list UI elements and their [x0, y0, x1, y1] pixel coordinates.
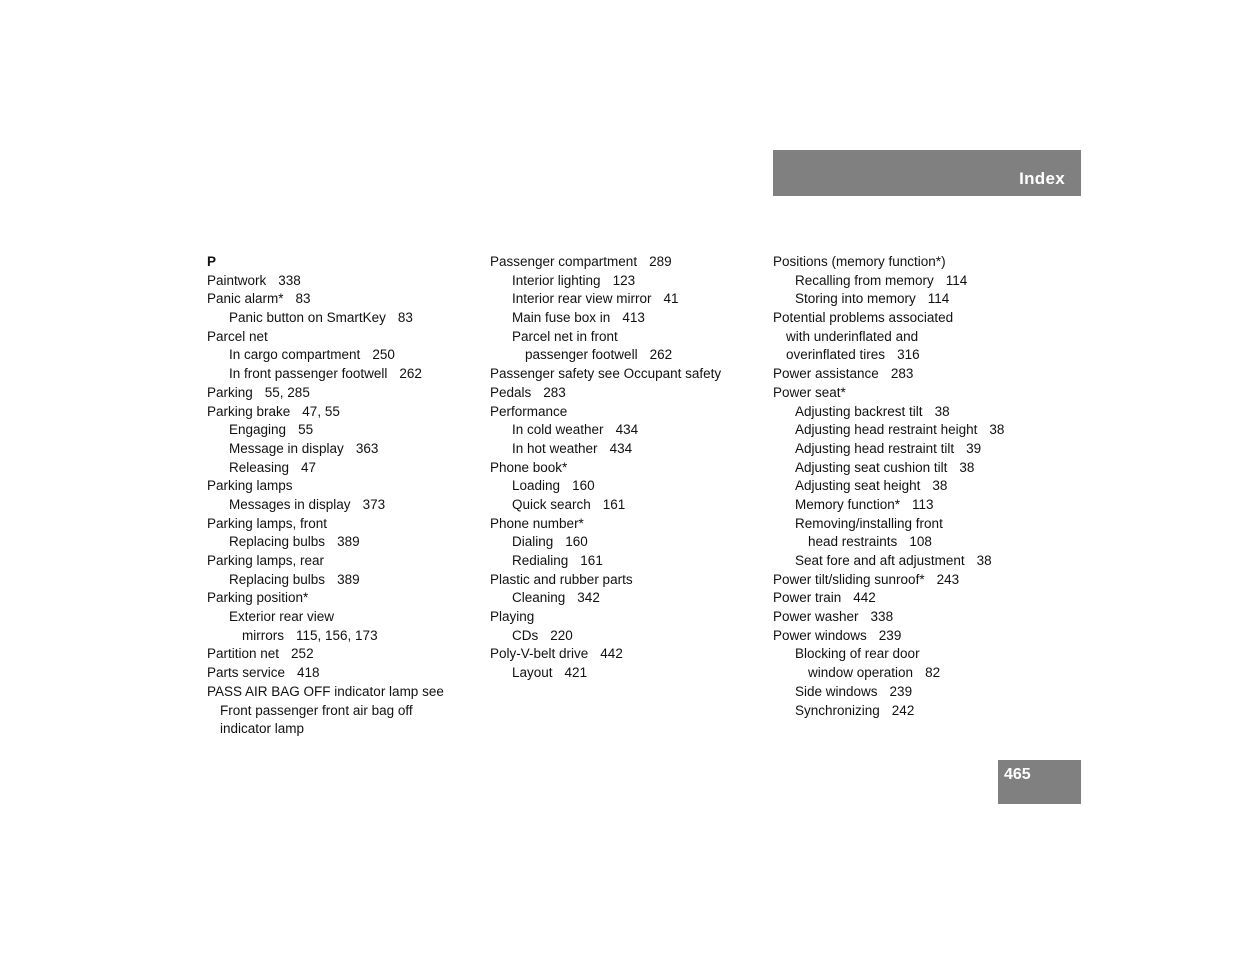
index-entry-pages: 160 — [572, 478, 595, 494]
index-entry-text: Power assistance — [773, 366, 879, 382]
index-entry — [490, 440, 760, 459]
index-entry — [773, 253, 1063, 272]
index-entry — [773, 365, 1063, 384]
index-entry — [773, 515, 1063, 534]
index-entry-text: Power train — [773, 590, 842, 606]
index-entry — [207, 552, 477, 571]
index-entry — [773, 384, 1063, 403]
index-entry-text: Memory function* — [795, 496, 901, 512]
index-entry — [207, 403, 477, 422]
index-entry-text: Positions (memory function*) — [773, 254, 946, 269]
index-column-1 — [207, 253, 477, 739]
index-entry-text: overinflated tires — [786, 347, 886, 363]
index-entry-pages: 161 — [602, 496, 626, 512]
index-entry-text: Power washer — [773, 609, 859, 625]
index-entry-pages: 342 — [577, 590, 600, 606]
index-entry — [490, 309, 760, 328]
index-entry-pages: 47 — [301, 459, 317, 475]
index-entry-text: Plastic and rubber parts — [490, 571, 633, 587]
index-entry — [207, 346, 477, 365]
index-entry — [490, 459, 760, 478]
index-entry-pages: 83 — [295, 291, 311, 307]
index-entry-pages: 283 — [890, 366, 914, 382]
index-entry — [490, 346, 760, 365]
index-entry-text: Cleaning — [512, 590, 566, 606]
index-entry — [490, 515, 760, 534]
index-entry-text: Quick search — [512, 496, 591, 512]
index-entry-pages: 442 — [853, 590, 876, 606]
index-entry-pages: 220 — [550, 627, 573, 643]
index-entry — [490, 589, 760, 608]
index-entry-text: Pedals — [490, 384, 532, 400]
index-entry-text: window operation — [808, 665, 914, 681]
index-entry — [773, 328, 1063, 347]
index-entry-text: Interior rear view mirror — [512, 291, 652, 307]
index-entry — [490, 533, 760, 552]
index-entry — [773, 664, 1063, 683]
index-entry-pages: 82 — [925, 665, 941, 681]
index-entry — [490, 272, 760, 291]
index-entry-text: Paintwork — [207, 272, 267, 288]
index-entry — [773, 571, 1063, 590]
index-entry — [207, 645, 477, 664]
index-entry-text: Main fuse box in — [512, 310, 611, 326]
index-entry-pages: 243 — [936, 571, 960, 587]
index-entry-pages: 418 — [297, 665, 320, 681]
index-entry-text: Replacing bulbs — [229, 534, 326, 550]
index-entry — [490, 664, 760, 683]
index-entry — [207, 702, 477, 721]
index-entry — [773, 627, 1063, 646]
index-entry-pages: 41 — [663, 291, 679, 307]
index-entry-text: Exterior rear view — [229, 609, 335, 625]
index-entry-text: Seat fore and aft adjustment — [795, 553, 965, 568]
index-entry — [207, 608, 477, 627]
index-letter-heading — [207, 253, 477, 272]
index-entry — [207, 683, 477, 702]
index-entry-text: Parking lamps — [207, 478, 293, 494]
index-entry-text: Dialing — [512, 534, 554, 550]
index-entry-text: Engaging — [229, 422, 287, 438]
index-entry-text: Storing into memory — [795, 291, 916, 307]
index-entry-pages: 434 — [609, 440, 633, 456]
index-entry-text: In cold weather — [512, 422, 604, 438]
index-entry-text: Parking brake — [207, 403, 291, 419]
index-entry-pages: 160 — [565, 534, 588, 550]
index-entry-pages: 389 — [337, 534, 360, 550]
index-entry-text: Poly-V-belt drive — [490, 646, 589, 662]
index-entry — [773, 309, 1063, 328]
index-entry — [773, 589, 1063, 608]
index-entry — [207, 496, 477, 515]
index-entry-text: Passenger compartment — [490, 254, 638, 269]
index-entry-pages: 442 — [600, 646, 623, 662]
index-entry-text: Synchronizing — [795, 702, 880, 718]
index-entry-pages: 283 — [543, 384, 566, 400]
index-entry-pages: 338 — [278, 272, 301, 288]
index-entry — [490, 253, 760, 272]
index-entry — [773, 403, 1063, 422]
index-entry — [207, 571, 477, 590]
index-entry-text: mirrors — [242, 627, 284, 643]
index-entry-pages: 38 — [959, 459, 975, 475]
index-entry-pages: 114 — [945, 272, 968, 288]
index-entry — [207, 365, 477, 384]
index-entry-pages: 239 — [889, 683, 913, 699]
index-entry — [490, 384, 760, 403]
index-entry-pages: 38 — [932, 478, 948, 494]
index-entry — [490, 403, 760, 422]
index-entry — [490, 496, 760, 515]
index-entry-pages: 38 — [934, 403, 950, 419]
index-entry — [207, 421, 477, 440]
index-entry-text: Parking lamps, front — [207, 515, 328, 531]
index-entry-text: Parking — [207, 384, 253, 400]
index-entry-text: Messages in display — [229, 496, 351, 512]
index-entry — [490, 328, 760, 347]
index-entry-text: Releasing — [229, 459, 290, 475]
index-entry-pages: 55 — [298, 422, 314, 438]
index-entry-pages: 115, 156, 173 — [296, 627, 378, 643]
index-entry-pages: 113 — [912, 496, 934, 512]
index-entry-pages: 373 — [362, 496, 386, 512]
index-entry — [773, 645, 1063, 664]
index-entry-pages: 55, 285 — [264, 384, 310, 400]
index-entry-pages: 38 — [976, 553, 992, 568]
index-entry-text: Power tilt/sliding sunroof* — [773, 571, 925, 587]
index-entry-text: Parking lamps, rear — [207, 553, 325, 568]
index-entry-text: Layout — [512, 665, 553, 681]
index-entry-pages: 47, 55 — [302, 403, 340, 419]
index-entry — [773, 533, 1063, 552]
index-entry-text: In front passenger footwell — [229, 366, 388, 382]
index-entry-text: Side windows — [795, 683, 878, 699]
index-entry-text: Phone number* — [490, 515, 584, 531]
index-entry — [490, 571, 760, 590]
index-entry — [207, 720, 477, 739]
index-entry — [207, 477, 477, 496]
index-entry-pages: 338 — [870, 609, 894, 625]
index-entry-text: PASS AIR BAG OFF indicator lamp see — [207, 683, 444, 699]
index-entry-text: head restraints — [808, 534, 898, 550]
index-entry-pages: 39 — [966, 440, 982, 456]
page-number-box — [998, 760, 1081, 804]
index-entry — [490, 477, 760, 496]
index-entry-text: Performance — [490, 403, 568, 419]
index-entry-pages: 83 — [397, 310, 413, 326]
index-entry-text: Interior lighting — [512, 272, 601, 288]
index-entry — [207, 328, 477, 347]
index-entry — [773, 272, 1063, 291]
index-entry-text: Front passenger front air bag off — [220, 702, 413, 718]
index-entry-text: Adjusting seat height — [795, 478, 921, 494]
index-entry-text: Replacing bulbs — [229, 571, 326, 587]
index-entry-pages: 262 — [399, 366, 422, 382]
index-entry-text: passenger footwell — [525, 347, 638, 363]
index-entry-text: Recalling from memory — [795, 272, 934, 288]
index-entry-pages: 114 — [927, 291, 950, 307]
index-entry-text: Parcel net in front — [512, 328, 618, 344]
index-entry-text: Power seat* — [773, 384, 846, 400]
index-entry-text: Adjusting backrest tilt — [795, 403, 923, 419]
index-entry-text: Blocking of rear door — [795, 646, 920, 662]
index-entry-pages: 161 — [580, 553, 603, 568]
index-entry — [207, 627, 477, 646]
index-entry — [207, 309, 477, 328]
index-entry-text: Adjusting seat cushion tilt — [795, 459, 948, 475]
index-entry-pages: 363 — [355, 440, 379, 456]
index-entry-text: Phone book* — [490, 459, 568, 475]
index-entry-text: Parking position* — [207, 590, 309, 606]
index-header-bar — [773, 150, 1081, 196]
index-entry — [207, 384, 477, 403]
index-entry — [207, 589, 477, 608]
index-entry — [490, 365, 760, 384]
index-entry-pages: 389 — [337, 571, 360, 587]
index-entry — [490, 608, 760, 627]
index-entry-pages: 289 — [649, 254, 672, 269]
index-entry-pages: 242 — [891, 702, 915, 718]
index-entry-text: Parts service — [207, 665, 286, 681]
index-entry-text: P — [207, 254, 217, 269]
index-entry — [773, 477, 1063, 496]
index-entry-text: indicator lamp — [220, 721, 305, 737]
index-entry — [773, 608, 1063, 627]
index-entry — [773, 290, 1063, 309]
index-entry — [207, 272, 477, 291]
index-entry-text: Message in display — [229, 440, 344, 456]
index-entry — [773, 346, 1063, 365]
index-entry-text: Removing/installing front — [795, 515, 943, 531]
index-entry — [207, 533, 477, 552]
index-entry-pages: 316 — [897, 347, 920, 363]
index-entry-pages: 421 — [564, 665, 588, 681]
index-entry-pages: 239 — [878, 627, 902, 643]
index-entry-text: Panic alarm* — [207, 291, 284, 307]
index-entry — [490, 627, 760, 646]
index-entry — [207, 440, 477, 459]
index-entry-pages: 252 — [291, 646, 314, 662]
index-entry-text: Adjusting head restraint height — [795, 422, 978, 438]
index-entry-text: Loading — [512, 478, 561, 494]
index-entry — [490, 552, 760, 571]
index-entry-text: Adjusting head restraint tilt — [795, 440, 955, 456]
index-entry — [207, 290, 477, 309]
index-entry-text: Redialing — [512, 553, 569, 568]
index-entry-text: Parcel net — [207, 328, 268, 344]
page-title: Index — [1019, 169, 1065, 188]
index-entry-pages: 262 — [649, 347, 673, 363]
index-entry — [207, 459, 477, 478]
index-column-3 — [773, 253, 1063, 720]
index-entry-pages: 123 — [612, 272, 636, 288]
index-entry-pages: 413 — [622, 310, 645, 326]
index-entry — [773, 683, 1063, 702]
index-entry — [773, 496, 1063, 515]
index-entry-text: with underinflated and — [786, 328, 919, 344]
index-entry-text: Playing — [490, 609, 535, 625]
index-entry — [490, 645, 760, 664]
index-entry-pages: 108 — [909, 534, 932, 550]
index-entry — [773, 440, 1063, 459]
index-entry — [773, 421, 1063, 440]
index-entry-text: Panic button on SmartKey — [229, 310, 386, 326]
index-entry — [773, 459, 1063, 478]
index-column-2 — [490, 253, 760, 683]
index-entry-pages: 434 — [615, 422, 639, 438]
index-entry-pages: 38 — [989, 422, 1005, 438]
index-entry — [773, 552, 1063, 571]
index-entry-text: Power windows — [773, 627, 867, 643]
index-entry — [207, 515, 477, 534]
index-entry-text: Partition net — [207, 646, 280, 662]
index-entry-text: In cargo compartment — [229, 347, 361, 363]
index-entry-text: Passenger safety see Occupant safety — [490, 366, 722, 382]
index-entry-text: In hot weather — [512, 440, 598, 456]
index-entry-pages: 250 — [372, 347, 395, 363]
index-entry-text: CDs — [512, 627, 539, 643]
index-entry — [207, 664, 477, 683]
index-entry — [773, 702, 1063, 721]
page-number: 465 — [1004, 766, 1031, 783]
index-entry-text: Potential problems associated — [773, 310, 954, 326]
index-entry — [490, 290, 760, 309]
index-entry — [490, 421, 760, 440]
